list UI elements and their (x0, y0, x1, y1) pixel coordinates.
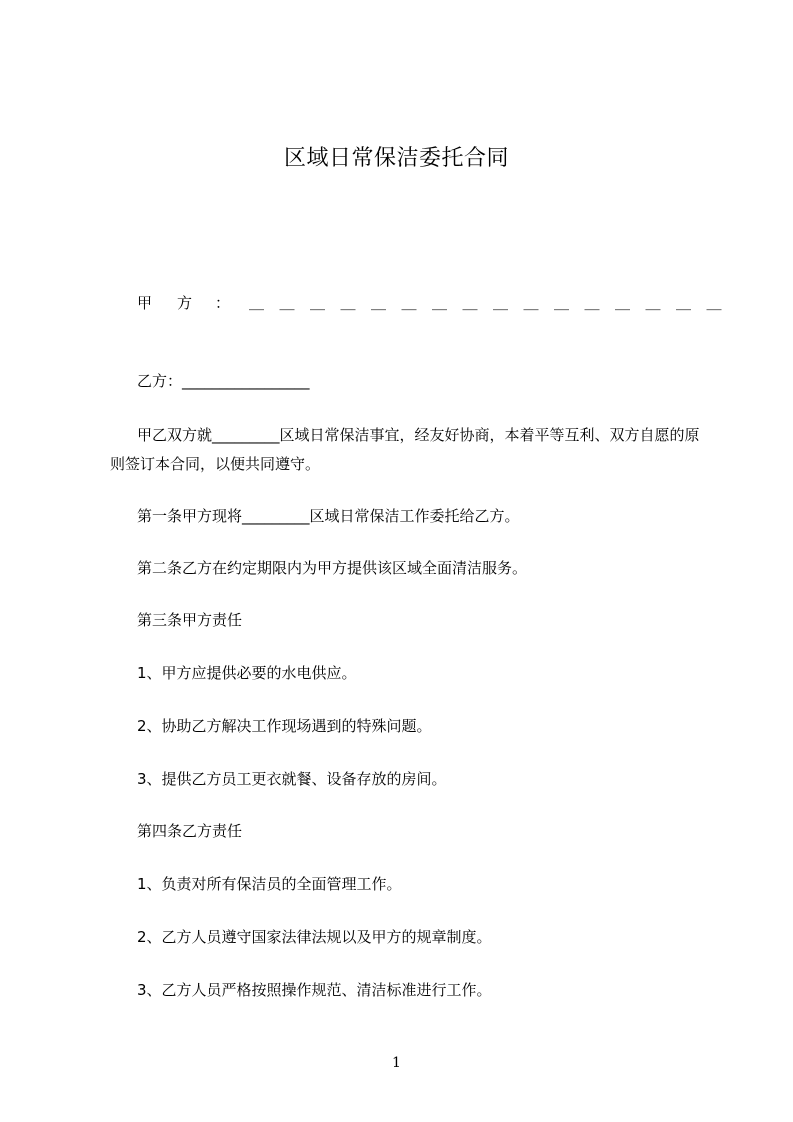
page-number: 1 (392, 1055, 401, 1071)
party-b-line: 乙方：_________________ (137, 372, 310, 390)
article-3-item: 2、协助乙方解决工作现场遇到的特殊问题。 (137, 717, 432, 735)
article-2: 第二条乙方在约定期限内为甲方提供该区域全面清洁服务。 (137, 559, 528, 577)
article-4-item: 2、乙方人员遵守国家法律法规以及甲方的规章制度。 (137, 928, 492, 946)
party-a-label-char-2: 方 (177, 294, 193, 312)
article-4-item: 3、乙方人员严格按照操作规范、清洁标准进行工作。 (137, 981, 492, 999)
article-3-item: 1、甲方应提供必要的水电供应。 (137, 664, 357, 682)
party-a-label-char-1: 甲 (137, 294, 153, 312)
article-1: 第一条甲方现将_________区域日常保洁工作委托给乙方。 (137, 507, 520, 525)
article-3-item: 3、提供乙方员工更衣就餐、设备存放的房间。 (137, 770, 447, 788)
article-4-heading: 第四条乙方责任 (137, 822, 243, 840)
article-4-item: 1、负责对所有保洁员的全面管理工作。 (137, 875, 402, 893)
document-title: 区域日常保洁委托合同 (283, 146, 509, 171)
intro-paragraph: 甲乙双方就_________区域日常保洁事宜，经友好协商，本着平等互利、双方自愿的原则签订本合同，以便共同遵守。 (110, 426, 700, 473)
party-a-blank: ＿＿＿＿＿＿＿＿＿＿＿＿＿＿＿＿ (249, 294, 738, 312)
article-3-heading: 第三条甲方责任 (137, 611, 243, 629)
party-a-colon: ： (215, 294, 231, 312)
